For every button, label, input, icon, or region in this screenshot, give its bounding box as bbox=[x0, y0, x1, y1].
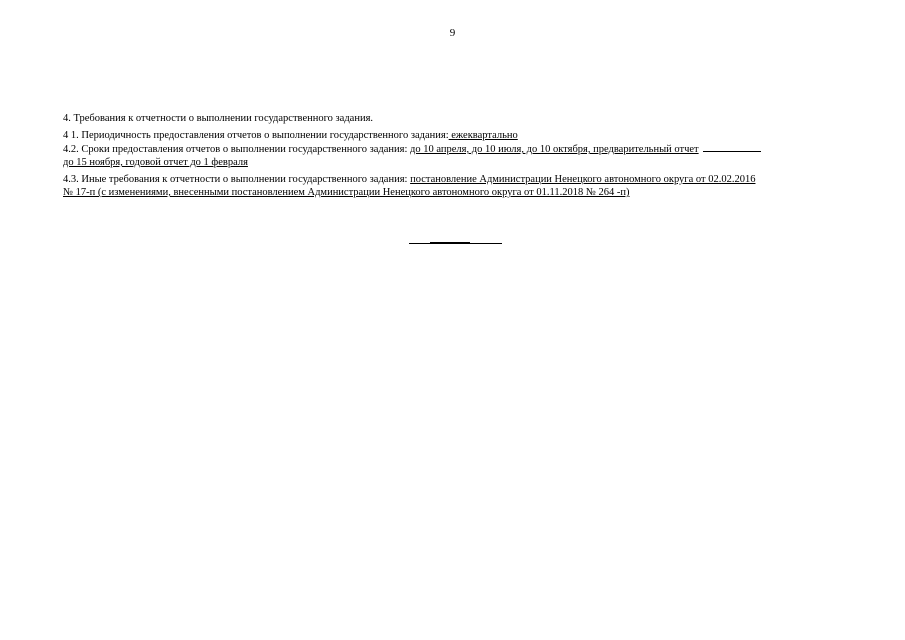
page-number: 9 bbox=[449, 27, 456, 39]
item-4-3-label: 4.3. Иные требования к отчетности о выполнении государственного задания: bbox=[63, 174, 411, 185]
item-4-2-line1 bbox=[63, 142, 863, 156]
item-4-2-fill-line bbox=[703, 142, 761, 152]
item-4-1-label: 4 1. Периодичность предоставления отчетов о выполнении государственного задания: bbox=[63, 130, 449, 141]
item-4-3-line2 bbox=[63, 186, 863, 199]
item-4-1-value: ежеквартально bbox=[448, 130, 518, 141]
item-4-3-value-line2: № 17-п (с изменениями, внесенными постановлением Администрации Ненецкого автономного округа от 01.11.2018 № 264 -п) bbox=[63, 187, 630, 198]
reporting-requirements-section bbox=[63, 112, 863, 199]
separator-line-thick bbox=[430, 242, 470, 243]
item-4-2-label: 4.2. Сроки предоставления отчетов о выполнении государственного задания: bbox=[63, 144, 411, 155]
section-heading: 4. Требования к отчетности о выполнении государственного задания. bbox=[63, 113, 374, 124]
item-4-2-line2 bbox=[63, 156, 863, 169]
item-4-3-value-line1: постановление Администрации Ненецкого автономного округа от 02.02.2016 bbox=[410, 174, 756, 185]
item-4-2-value-line2: до 15 ноября, годовой отчет до 1 февраля bbox=[63, 157, 248, 168]
item-4-1 bbox=[63, 129, 863, 142]
item-4-2-value-line1: до 10 апреля, до 10 июля, до 10 октября, предварительный отчет bbox=[410, 144, 699, 155]
item-4-3-line1 bbox=[63, 173, 863, 186]
separator-line bbox=[409, 243, 502, 244]
